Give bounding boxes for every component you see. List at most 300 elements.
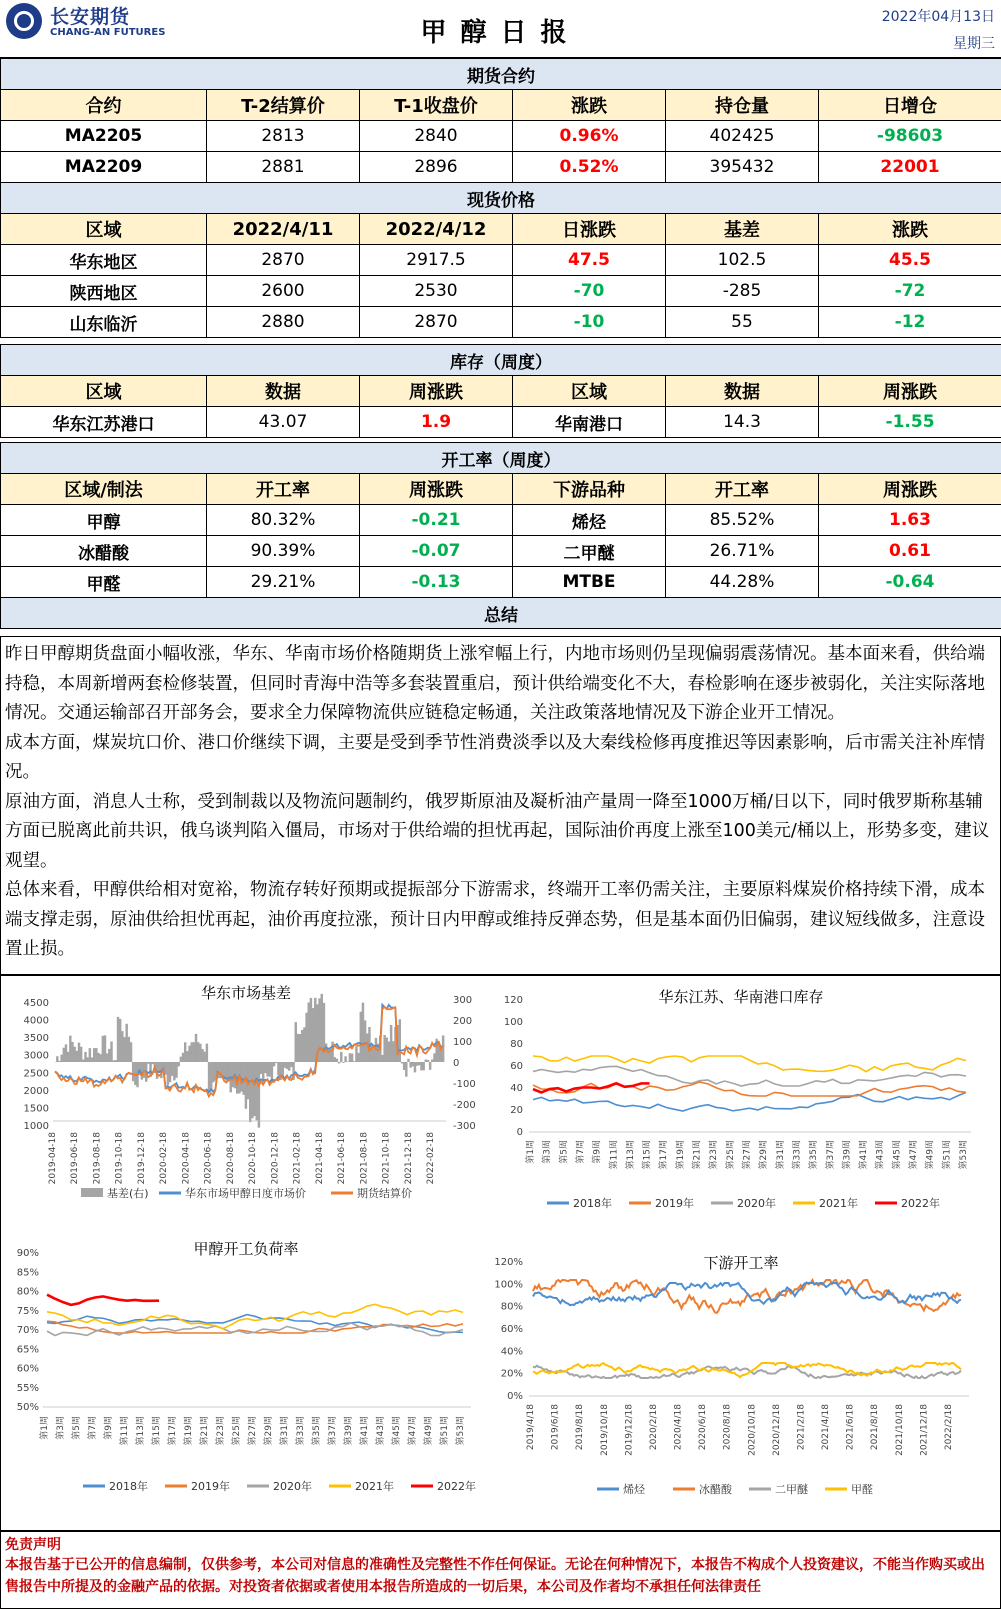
basis-bar [433, 1053, 435, 1062]
basis-bar [93, 1048, 95, 1062]
basis-bar [295, 1022, 297, 1062]
inventory-table [0, 344, 1001, 438]
column-header: T-2结算价 [207, 90, 360, 121]
column-header: 涨跌 [513, 90, 666, 121]
basis-bar [275, 1062, 277, 1063]
basis-bar [125, 1024, 127, 1062]
summary-paragraph: 成本方面，煤炭坑口价、港口价继续下调，主要是受到季节性消费淡季以及大秦线检修再度推迟等因素影响，后市需关注补库情况。 [5, 732, 985, 782]
basis-bar [373, 1048, 375, 1062]
y-tick-label: 0 [453, 1058, 460, 1069]
legend-label: 二甲醚 [775, 1483, 808, 1496]
basis-bar [349, 1053, 351, 1062]
basis-bar [203, 1052, 205, 1062]
basis-bar [344, 1056, 346, 1062]
chart-title: 下游开工率 [703, 1254, 779, 1272]
basis-bar [403, 1062, 405, 1070]
table-row [1, 121, 1001, 152]
y-tick-label: 60% [500, 1324, 523, 1335]
y-tick-label: 0 [516, 1127, 523, 1138]
spot-table [0, 182, 1001, 338]
x-tick-label: 2020/2/18 [648, 1404, 659, 1451]
methanol-load-chart [1, 1238, 491, 1530]
change-value: -98603 [819, 121, 1001, 152]
column-header: 2022/4/11 [207, 214, 360, 245]
y-tick-label: 20 [510, 1105, 523, 1116]
column-header: 开工率 [207, 474, 360, 505]
basis-bar [321, 994, 323, 1062]
x-tick-label: 2019-10-18 [114, 1132, 125, 1185]
x-tick-label: 第17周 [168, 1416, 178, 1446]
futures-section-title: 期货合约 [1, 59, 1001, 90]
table-row [1, 276, 1001, 307]
x-tick-label: 第15周 [152, 1416, 162, 1446]
table-row [1, 307, 1001, 338]
table-cell: 80.32% [207, 505, 360, 536]
x-tick-label: 2019/12/18 [624, 1404, 635, 1456]
x-tick-label: 第51周 [942, 1140, 953, 1170]
report-title: 甲醇日报 [420, 18, 581, 48]
x-tick-label: 第7周 [88, 1416, 98, 1440]
basis-bar [258, 1062, 260, 1128]
x-tick-label: 第53周 [456, 1416, 466, 1446]
y-tick-label: 2000 [23, 1085, 49, 1097]
basis-bar [164, 1062, 166, 1075]
basis-bar [284, 1062, 286, 1068]
legend-label: 2020年 [273, 1480, 312, 1493]
region-name: 华东江苏港口 [1, 407, 207, 438]
summary-text [0, 636, 1001, 975]
y-tick-label: 40% [500, 1346, 523, 1358]
basis-bar [104, 1035, 106, 1062]
y-tick-label: 100% [494, 1279, 523, 1291]
basis-bar [171, 1062, 173, 1076]
x-tick-label: 第5周 [559, 1140, 570, 1164]
legend-label: 华东市场甲醇日度市场价 [185, 1187, 306, 1200]
y-tick-label: 100 [503, 1017, 523, 1028]
inventory-section-title: 库存（周度） [1, 345, 1001, 376]
x-tick-label: 第19周 [675, 1140, 686, 1170]
basis-bar [180, 1057, 182, 1062]
basis-bar [362, 1003, 364, 1062]
x-tick-label: 第29周 [759, 1140, 770, 1170]
column-header: 区域 [1, 214, 207, 245]
chart-title: 华东江苏、华南港口库存 [658, 988, 824, 1006]
basis-bar [277, 1062, 279, 1075]
x-tick-label: 第11周 [120, 1416, 130, 1446]
basis-bar [58, 1061, 60, 1062]
table-cell: 2880 [207, 307, 360, 338]
table-cell: 14.3 [666, 407, 819, 438]
legend-label: 2018年 [573, 1197, 612, 1210]
series-2022-line [533, 1083, 650, 1092]
basis-bar [422, 1062, 424, 1070]
x-tick-label: 第1周 [526, 1140, 536, 1164]
disclaimer-text: 本报告基于已公开的信息编制，仅供参考，本公司对信息的准确性及完整性不作任何保证。无论在何种情况下，本报告不构成个人投资建议，不能当作购买或出售报告中所提及的金融产品的依据。对投资者依据或者使用本报告所造成的一切后果，本公司及作者均不承担任何法律责任 [5, 1557, 985, 1595]
basis-bar [78, 1043, 80, 1062]
basis-bar [69, 1036, 71, 1062]
summary-paragraph: 昨日甲醇期货盘面小幅收涨，华东、华南市场价格随期货上涨窄幅上行，内地市场则仍呈现偏弱震荡情况。基本面来看，供给端持稳，本周新增两套检修装置，但同时青海中浩等多套装置重启，预计供给端变化不大，春检影响在逐步被弱化，关注实际落地情况。交通运输部召开部务会，要求全力保障物流供应链稳定畅通，关注政策落地情况及下游企业开工情况。 [5, 644, 985, 723]
x-tick-label: 第17周 [659, 1140, 670, 1170]
x-tick-label: 2020/6/18 [698, 1404, 709, 1451]
x-tick-label: 2020-06-18 [203, 1132, 214, 1185]
x-tick-label: 第39周 [344, 1416, 354, 1446]
basis-bar [338, 1062, 340, 1063]
report-header [0, 0, 1001, 58]
basis-bar [73, 1047, 75, 1062]
basis-bar [182, 1053, 184, 1062]
contract-name: MA2209 [1, 152, 207, 183]
table-row [1, 152, 1001, 183]
basis-bar [388, 1041, 390, 1062]
table-cell: 2917.5 [360, 245, 513, 276]
basis-bar [190, 1042, 192, 1062]
column-header: T-1收盘价 [360, 90, 513, 121]
legend-label: 2019年 [191, 1480, 230, 1493]
x-tick-label: 第31周 [775, 1140, 786, 1170]
basis-bar [117, 1017, 119, 1062]
basis-bar [271, 1062, 273, 1081]
x-tick-label: 2021/2/18 [796, 1404, 807, 1451]
y-tick-label: 20% [500, 1368, 523, 1380]
x-tick-label: 第5周 [72, 1416, 82, 1440]
report-date: 2022年04月13日 [881, 9, 995, 25]
table-row [1, 407, 1001, 438]
basis-bar [99, 1054, 101, 1062]
region-name: 陕西地区 [1, 276, 207, 307]
region-name: 华东地区 [1, 245, 207, 276]
x-tick-label: 2020/12/18 [771, 1404, 782, 1456]
legend-label: 烯烃 [623, 1483, 645, 1496]
change-value: 0.52% [513, 152, 666, 183]
x-tick-label: 第33周 [792, 1140, 803, 1170]
series-2020-line [47, 1323, 463, 1336]
basis-bar [210, 1062, 212, 1091]
x-tick-label: 2021-12-18 [403, 1132, 414, 1185]
column-header: 涨跌 [819, 214, 1001, 245]
basis-bar [80, 1047, 82, 1062]
x-tick-label: 2019/4/18 [526, 1404, 536, 1451]
change-value: 0.61 [819, 536, 1001, 567]
change-value: -0.07 [360, 536, 513, 567]
y-tick-label: 200 [453, 1016, 473, 1027]
column-header: 下游品种 [513, 474, 666, 505]
x-tick-label: 2020-12-18 [270, 1132, 281, 1185]
basis-bar [308, 1002, 310, 1062]
y-tick-label: 1000 [23, 1121, 49, 1132]
column-header: 开工率 [666, 474, 819, 505]
basis-bar [151, 1062, 153, 1064]
basis-bar [193, 1042, 195, 1062]
basis-bar [342, 1062, 344, 1063]
table-row [1, 567, 1001, 598]
basis-bar [76, 1051, 78, 1062]
column-header: 2022/4/12 [360, 214, 513, 245]
y-tick-label: 4000 [23, 1015, 49, 1027]
chart-title: 华东市场基差 [200, 984, 292, 1002]
x-tick-label: 第13周 [136, 1416, 146, 1446]
legend-label: 2021年 [819, 1197, 858, 1210]
x-tick-label: 2019-12-18 [136, 1132, 147, 1185]
x-tick-label: 第39周 [842, 1140, 853, 1170]
table-cell: 26.71% [666, 536, 819, 567]
x-tick-label: 第47周 [909, 1140, 920, 1170]
basis-bar [119, 1019, 121, 1062]
change-value: -10 [513, 307, 666, 338]
x-tick-label: 2019-04-18 [48, 1132, 58, 1185]
basis-bar [108, 1049, 110, 1062]
x-tick-label: 第43周 [875, 1140, 886, 1170]
basis-bar [260, 1062, 262, 1074]
column-header: 持仓量 [666, 90, 819, 121]
product-name: 甲醛 [1, 567, 207, 598]
basis-bar [123, 1037, 125, 1062]
x-tick-label: 第21周 [200, 1416, 210, 1446]
series-2022-line [47, 1295, 159, 1305]
basis-bar [305, 1013, 307, 1062]
basis-bar [121, 1031, 123, 1062]
x-tick-label: 第23周 [709, 1140, 720, 1170]
table-cell: -285 [666, 276, 819, 307]
basis-bar [442, 1036, 444, 1062]
x-tick-label: 2021-06-18 [337, 1132, 348, 1185]
x-tick-label: 第33周 [296, 1416, 306, 1446]
basis-bar [340, 1052, 342, 1062]
y-tick-label: 75% [16, 1305, 39, 1317]
change-value: -70 [513, 276, 666, 307]
x-tick-label: 第43周 [376, 1416, 386, 1446]
table-cell: 55 [666, 307, 819, 338]
column-header: 周涨跌 [360, 376, 513, 407]
x-tick-label: 2021/4/18 [821, 1404, 832, 1451]
table-cell: 85.52% [666, 505, 819, 536]
x-tick-label: 第37周 [328, 1416, 338, 1446]
y-tick-label: -200 [453, 1100, 476, 1111]
y-tick-label: 40 [510, 1083, 523, 1094]
port-inventory-chart [491, 976, 999, 1238]
basis-bar [273, 1062, 275, 1066]
basis-bar [310, 998, 312, 1062]
x-tick-label: 第47周 [408, 1416, 418, 1446]
x-tick-label: 2021/6/18 [845, 1404, 856, 1451]
column-header: 数据 [666, 376, 819, 407]
basis-bar [409, 1062, 411, 1068]
futures-table [0, 58, 1001, 183]
column-header: 数据 [207, 376, 360, 407]
table-cell: 43.07 [207, 407, 360, 438]
legend-label: 基差(右) [107, 1187, 149, 1200]
basis-bar [206, 1044, 208, 1062]
x-tick-label: 第21周 [692, 1140, 703, 1170]
x-tick-label: 第49周 [424, 1416, 434, 1446]
basis-bar [399, 1019, 401, 1062]
basis-bar [212, 1062, 214, 1082]
column-header: 区域/制法 [1, 474, 207, 505]
x-tick-label: 第45周 [892, 1140, 903, 1170]
basis-bar [331, 1042, 333, 1062]
x-tick-label: 2019/8/18 [575, 1404, 586, 1451]
table-cell: 44.28% [666, 567, 819, 598]
basis-bar [199, 1044, 201, 1062]
basis-bar [416, 1062, 418, 1066]
basis-bar [86, 1057, 88, 1062]
basis-bar [102, 1036, 104, 1062]
table-cell: 2881 [207, 152, 360, 183]
y-tick-label: 120 [503, 995, 523, 1006]
basis-bar [392, 1041, 394, 1062]
y-tick-label: 100 [453, 1037, 473, 1048]
report-weekday: 星期三 [953, 36, 995, 52]
series-2020-line [533, 1066, 966, 1086]
x-tick-label: 第7周 [575, 1140, 586, 1164]
basis-bar [132, 1062, 134, 1081]
basis-bar [91, 1057, 93, 1062]
basis-bar [188, 1046, 190, 1062]
column-header: 日增仓 [819, 90, 1001, 121]
basis-bar [323, 1003, 325, 1062]
contract-name: MA2205 [1, 121, 207, 152]
change-value: 22001 [819, 152, 1001, 183]
basis-bar [97, 1053, 99, 1062]
basis-bar [427, 1060, 429, 1062]
table-cell: 2870 [207, 245, 360, 276]
region-name: 华南港口 [513, 407, 666, 438]
legend-label: 2021年 [355, 1480, 394, 1493]
summary-paragraph: 原油方面，消息人士称，受到制裁以及物流问题制约，俄罗斯原油及凝析油产量周一降至1000万桶/日以下，同时俄罗斯称基辅方面已脱离此前共识，俄乌谈判陷入僵局，市场对于供给端的担忧再起，国际油价再度上涨至100美元/桶以上，形势多变，建议观望。 [5, 791, 990, 871]
column-header: 区域 [513, 376, 666, 407]
x-tick-label: 2021-10-18 [381, 1132, 392, 1185]
basis-bar [106, 1053, 108, 1062]
column-header: 周涨跌 [819, 376, 1001, 407]
basis-bar [173, 1062, 175, 1080]
basis-bar [177, 1062, 179, 1066]
basis-bar [418, 1062, 420, 1065]
change-value: 1.9 [360, 407, 513, 438]
column-header: 周涨跌 [819, 474, 1001, 505]
change-value: 1.63 [819, 505, 1001, 536]
basis-bar [60, 1055, 62, 1062]
x-tick-label: 第45周 [392, 1416, 402, 1446]
basis-bar [381, 1055, 383, 1062]
column-header: 区域 [1, 376, 207, 407]
x-tick-label: 2020-04-18 [181, 1132, 192, 1185]
change-value: -0.21 [360, 505, 513, 536]
x-tick-label: 第31周 [280, 1416, 290, 1446]
basis-bar [269, 1062, 271, 1077]
table-cell: 2600 [207, 276, 360, 307]
basis-bar [336, 1059, 338, 1062]
x-tick-label: 第41周 [360, 1416, 370, 1446]
y-tick-label: 80% [500, 1301, 523, 1313]
basis-bar [251, 1062, 253, 1118]
product-name: MTBE [513, 567, 666, 598]
change-value: -0.64 [819, 567, 1001, 598]
x-tick-label: 2020/8/18 [722, 1404, 733, 1451]
basis-bar [325, 1043, 327, 1062]
x-tick-label: 2021/12/18 [919, 1404, 930, 1456]
table-row [1, 505, 1001, 536]
basis-bar [414, 1062, 416, 1072]
basis-bar [303, 1027, 305, 1062]
basis-bar [115, 1060, 117, 1062]
x-tick-label: 第29周 [264, 1416, 274, 1446]
basis-bar [266, 1062, 268, 1077]
basis-bar [67, 1052, 69, 1062]
y-tick-label: 60 [510, 1061, 523, 1072]
x-tick-label: 2021/10/18 [894, 1404, 905, 1456]
basis-bar [141, 1062, 143, 1080]
legend-label: 2018年 [109, 1480, 148, 1493]
x-tick-label: 第11周 [609, 1140, 620, 1170]
basis-bar [167, 1062, 169, 1085]
basis-bar [112, 1060, 114, 1062]
basis-bar [245, 1062, 247, 1109]
x-tick-label: 2021-08-18 [359, 1132, 370, 1185]
basis-bar [355, 1046, 357, 1062]
basis-bar [128, 1037, 130, 1062]
y-tick-label: 4500 [23, 998, 49, 1009]
table-cell: 102.5 [666, 245, 819, 276]
y-tick-label: 85% [16, 1267, 39, 1279]
basis-bar [63, 1048, 65, 1062]
legend-label: 期货结算价 [357, 1187, 412, 1200]
y-tick-label: 65% [16, 1344, 39, 1356]
x-tick-label: 2019-06-18 [70, 1132, 81, 1185]
basis-bar [314, 998, 316, 1062]
basis-bar [184, 1042, 186, 1062]
product-name: 烯烃 [513, 505, 666, 536]
x-tick-label: 第27周 [248, 1416, 258, 1446]
spot-section-title: 现货价格 [1, 183, 1001, 214]
basis-bar [299, 1034, 301, 1062]
basis-bar [186, 1051, 188, 1062]
charts-area [0, 975, 1001, 1531]
basis-bar [383, 1035, 385, 1062]
change-value: 47.5 [513, 245, 666, 276]
basis-bar [407, 1059, 409, 1062]
x-tick-label: 第9周 [592, 1140, 603, 1164]
x-tick-label: 2020-08-18 [225, 1132, 236, 1185]
basis-bar [412, 1062, 414, 1066]
x-tick-label: 第53周 [959, 1140, 969, 1170]
basis-bar [353, 1061, 355, 1062]
legend-label: 2022年 [437, 1480, 476, 1493]
legend-label: 甲醛 [851, 1483, 873, 1496]
basis-bar [357, 1053, 359, 1062]
basis-bar [401, 1062, 403, 1063]
downstream-rate-chart [491, 1238, 999, 1530]
logo-english-name: CHANG-AN FUTURES [50, 27, 166, 38]
y-tick-label: 60% [16, 1363, 39, 1375]
chart-title: 甲醇开工负荷率 [193, 1240, 299, 1258]
legend-label: 2022年 [901, 1197, 940, 1210]
x-tick-label: 2021/8/18 [870, 1404, 881, 1451]
basis-bar [201, 1049, 203, 1062]
basis-bar [420, 1062, 422, 1070]
x-tick-label: 第15周 [642, 1140, 653, 1170]
basis-bar [130, 1042, 132, 1062]
basis-bar [232, 1062, 234, 1087]
column-header: 合约 [1, 90, 207, 121]
x-tick-label: 第23周 [216, 1416, 226, 1446]
basis-bar [347, 1061, 349, 1062]
basis-bar [195, 1034, 197, 1062]
change-value: -72 [819, 276, 1001, 307]
x-tick-label: 2020-10-18 [248, 1132, 259, 1185]
x-tick-label: 第13周 [625, 1140, 636, 1170]
change-value: 0.96% [513, 121, 666, 152]
x-tick-label: 第3周 [56, 1416, 66, 1440]
y-tick-label: 3500 [23, 1033, 49, 1045]
